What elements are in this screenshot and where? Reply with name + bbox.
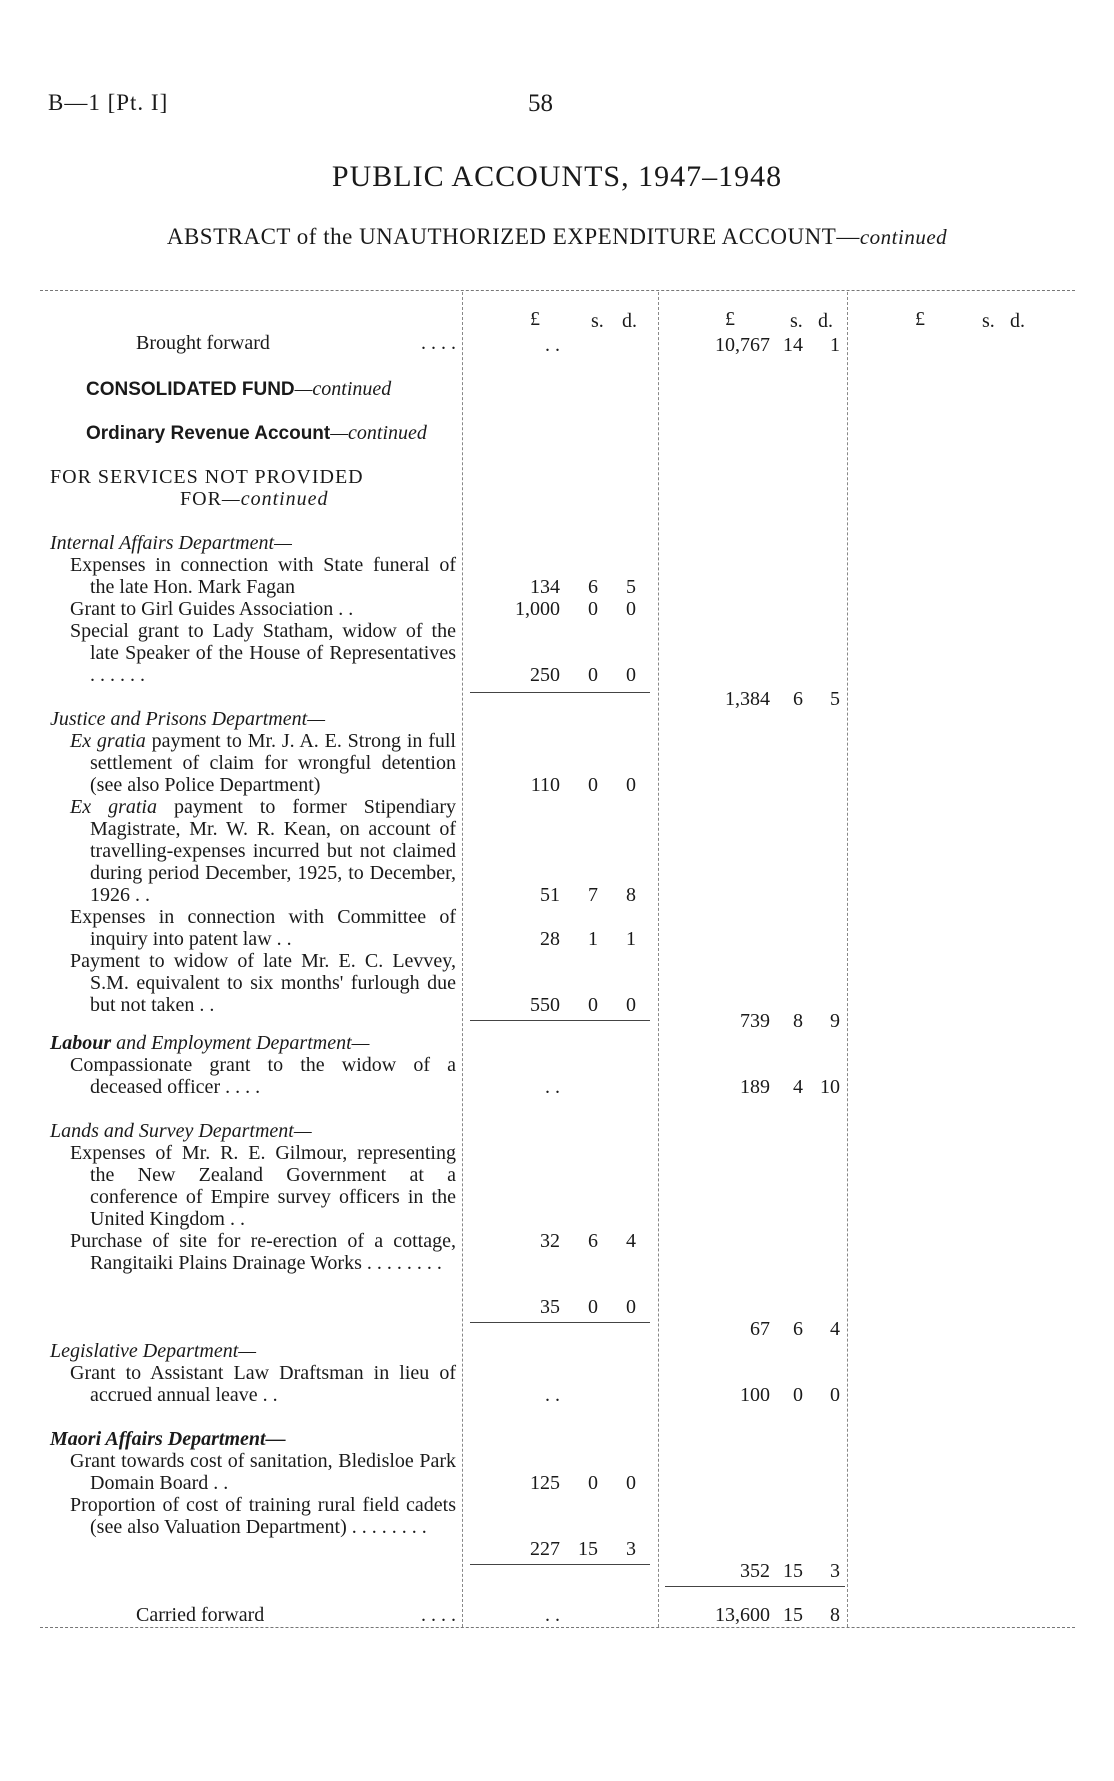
justice-subtotal-rule bbox=[470, 1020, 650, 1021]
justice-total-pence: 9 bbox=[830, 1010, 840, 1032]
justice-item-3: Expenses in connection with Committee of inquiry into patent law . . bbox=[70, 906, 456, 950]
lands-item-1-shillings: 6 bbox=[588, 1230, 598, 1252]
internal-total-pounds: 1,384 bbox=[725, 688, 770, 710]
justice-item-4: Payment to widow of late Mr. E. C. Levvey, S.M. equivalent to six months' furlough due but not taken . . bbox=[70, 950, 456, 1016]
maori-item-2-pence: 3 bbox=[626, 1538, 636, 1560]
maori-item-1-pence: 0 bbox=[626, 1472, 636, 1494]
maori-total-shillings: 15 bbox=[783, 1560, 803, 1582]
justice-heading: Justice and Prisons Department— bbox=[50, 708, 325, 730]
col1-pound-header: £ bbox=[530, 308, 540, 330]
legislative-total-shillings: 0 bbox=[793, 1384, 803, 1406]
services-line2: FOR bbox=[180, 488, 222, 510]
col3-pound-header: £ bbox=[915, 308, 925, 330]
lands-heading: Lands and Survey Department— bbox=[50, 1120, 312, 1142]
justice-item-2-pence: 8 bbox=[626, 884, 636, 906]
brought-forward-pence: 1 bbox=[830, 334, 840, 356]
justice-item-4-shillings: 0 bbox=[588, 994, 598, 1016]
lands-item-1-pence: 4 bbox=[626, 1230, 636, 1252]
maori-section bbox=[50, 1428, 456, 1538]
services-continued: —continued bbox=[221, 488, 329, 510]
brought-forward-leader: . . . . bbox=[421, 332, 456, 354]
lands-total-shillings: 6 bbox=[793, 1318, 803, 1340]
maori-heading: Maori Affairs Department— bbox=[50, 1428, 286, 1450]
col3-shilling-header: s. bbox=[982, 310, 995, 332]
justice-item-1 bbox=[50, 730, 456, 796]
maori-subtotal-rule bbox=[470, 1564, 650, 1565]
internal-item-2-pounds: 1,000 bbox=[515, 598, 560, 620]
lands-item-1: Expenses of Mr. R. E. Gilmour, representing the New Zealand Government at a conference of Empire survey officers in the United Kingdom . . bbox=[70, 1142, 456, 1230]
table-top-rule bbox=[40, 290, 1075, 291]
col1-pence-header: d. bbox=[622, 310, 637, 332]
internal-item-3-pence: 0 bbox=[626, 664, 636, 686]
internal-item-3-pounds: 250 bbox=[530, 664, 560, 686]
justice-section bbox=[50, 708, 456, 1016]
carried-forward-label bbox=[50, 1604, 456, 1626]
page-number: 58 bbox=[528, 90, 553, 117]
justice-total-shillings: 8 bbox=[793, 1010, 803, 1032]
labour-heading bbox=[50, 1032, 456, 1054]
labour-item-1-col1: . . bbox=[545, 1076, 560, 1098]
lands-item-2: Purchase of site for re-erection of a cottage, Rangitaiki Plains Drainage Works . . . . . . . . bbox=[70, 1230, 456, 1274]
brought-forward-text: Brought forward bbox=[136, 332, 270, 354]
justice-item-3-pence: 1 bbox=[626, 928, 636, 950]
legislative-section bbox=[50, 1340, 456, 1406]
maori-item-1: Grant towards cost of sanitation, Bledisloe Park Domain Board . . bbox=[70, 1450, 456, 1494]
labour-total-shillings: 4 bbox=[793, 1076, 803, 1098]
legislative-heading: Legislative Department— bbox=[50, 1340, 257, 1362]
col2-pence-header: d. bbox=[818, 310, 833, 332]
subtitle-main: ABSTRACT of the UNAUTHORIZED EXPENDITURE ACCOUNT— bbox=[166, 224, 860, 249]
services-line1: FOR SERVICES NOT PROVIDED bbox=[50, 466, 364, 488]
col2-shilling-header: s. bbox=[790, 310, 803, 332]
lands-item-2-pence: 0 bbox=[626, 1296, 636, 1318]
justice-item-1-pence: 0 bbox=[626, 774, 636, 796]
internal-item-2-shillings: 0 bbox=[588, 598, 598, 620]
carried-forward-col1: . . bbox=[545, 1604, 560, 1626]
document-code: B—1 [Pt. I] bbox=[48, 90, 169, 115]
table-bottom-rule bbox=[40, 1627, 1075, 1628]
maori-item-1-pounds: 125 bbox=[530, 1472, 560, 1494]
maori-item-2-pounds: 227 bbox=[530, 1538, 560, 1560]
justice-item-4-pence: 0 bbox=[626, 994, 636, 1016]
internal-item-1-pounds: 134 bbox=[530, 576, 560, 598]
internal-affairs-section bbox=[50, 532, 456, 686]
internal-item-3: Special grant to Lady Statham, widow of the late Speaker of the House of Representatives . . . . . . bbox=[70, 620, 456, 686]
lands-item-1-pounds: 32 bbox=[540, 1230, 560, 1252]
lands-item-2-pounds: 35 bbox=[540, 1296, 560, 1318]
maori-item-2-shillings: 15 bbox=[578, 1538, 598, 1560]
labour-heading-rest: and Employment Department— bbox=[111, 1032, 370, 1054]
maori-total-pence: 3 bbox=[830, 1560, 840, 1582]
justice-item-2-pounds: 51 bbox=[540, 884, 560, 906]
labour-item-1: Compassionate grant to the widow of a deceased officer . . . . bbox=[70, 1054, 456, 1098]
carried-forward-rule bbox=[665, 1586, 845, 1587]
account-name: Ordinary Revenue Account bbox=[86, 423, 331, 444]
labour-total-pounds: 189 bbox=[740, 1076, 770, 1098]
internal-affairs-heading: Internal Affairs Department— bbox=[50, 532, 292, 554]
carried-forward-shillings: 15 bbox=[783, 1604, 803, 1626]
legislative-total-pence: 0 bbox=[830, 1384, 840, 1406]
justice-item-1-pounds: 110 bbox=[530, 774, 560, 796]
legislative-item-1: Grant to Assistant Law Draftsman in lieu of accrued annual leave . . bbox=[70, 1362, 456, 1406]
lands-total-pence: 4 bbox=[830, 1318, 840, 1340]
page-title: PUBLIC ACCOUNTS, 1947–1948 bbox=[331, 160, 783, 193]
internal-item-2-pence: 0 bbox=[626, 598, 636, 620]
column-divider-1 bbox=[462, 292, 463, 1627]
internal-item-3-shillings: 0 bbox=[588, 664, 598, 686]
internal-item-1: Expenses in connection with State funeral of the late Hon. Mark Fagan bbox=[70, 554, 456, 598]
justice-item-2-shillings: 7 bbox=[588, 884, 598, 906]
column-divider-3 bbox=[847, 292, 848, 1627]
internal-total-shillings: 6 bbox=[793, 688, 803, 710]
lands-total-pounds: 67 bbox=[750, 1318, 770, 1340]
lands-section bbox=[50, 1120, 456, 1274]
internal-item-1-shillings: 6 bbox=[588, 576, 598, 598]
legislative-total-pounds: 100 bbox=[740, 1384, 770, 1406]
fund-continued: —continued bbox=[294, 378, 392, 400]
justice-item-3-shillings: 1 bbox=[588, 928, 598, 950]
col1-shilling-header: s. bbox=[591, 310, 604, 332]
brought-forward-pounds: 10,767 bbox=[715, 334, 770, 356]
lands-item-2-shillings: 0 bbox=[588, 1296, 598, 1318]
carried-forward-leader: . . . . bbox=[421, 1604, 456, 1626]
fund-heading bbox=[86, 378, 492, 401]
carried-forward-pence: 8 bbox=[830, 1604, 840, 1626]
justice-item-1-latin: Ex gratia bbox=[70, 730, 146, 752]
fund-name: CONSOLIDATED FUND bbox=[86, 379, 295, 400]
justice-item-1-shillings: 0 bbox=[588, 774, 598, 796]
account-heading bbox=[86, 422, 492, 445]
labour-total-pence: 10 bbox=[820, 1076, 840, 1098]
brought-forward-shillings: 14 bbox=[783, 334, 803, 356]
justice-item-4-pounds: 550 bbox=[530, 994, 560, 1016]
page-subtitle bbox=[0, 224, 1114, 250]
col3-pence-header: d. bbox=[1010, 310, 1025, 332]
subtitle-continued: continued bbox=[859, 225, 948, 249]
labour-section bbox=[50, 1032, 456, 1098]
maori-item-1-shillings: 0 bbox=[588, 1472, 598, 1494]
brought-forward-label bbox=[50, 332, 456, 354]
column-divider-2 bbox=[658, 292, 659, 1627]
internal-item-2: Grant to Girl Guides Association . . bbox=[70, 598, 354, 620]
internal-total-pence: 5 bbox=[830, 688, 840, 710]
labour-heading-bold: Labour bbox=[50, 1032, 112, 1054]
justice-item-1-text: payment to Mr. J. A. E. Strong in full settlement of claim for wrongful detention (see also Police Department) bbox=[90, 730, 456, 796]
justice-item-3-pounds: 28 bbox=[540, 928, 560, 950]
internal-item-1-pence: 5 bbox=[626, 576, 636, 598]
justice-item-2-latin: Ex gratia bbox=[70, 796, 157, 818]
services-line2-wrap bbox=[50, 488, 456, 510]
legislative-item-1-col1: . . bbox=[545, 1384, 560, 1406]
internal-subtotal-rule bbox=[470, 692, 650, 693]
carried-forward-pounds: 13,600 bbox=[715, 1604, 770, 1626]
maori-total-pounds: 352 bbox=[740, 1560, 770, 1582]
justice-item-2 bbox=[50, 796, 456, 906]
brought-forward-col1: . . bbox=[545, 334, 560, 356]
justice-total-pounds: 739 bbox=[740, 1010, 770, 1032]
carried-forward-text: Carried forward bbox=[136, 1604, 265, 1626]
col2-pound-header: £ bbox=[725, 308, 735, 330]
justice-item-2-text: payment to former Stipendiary Magistrate, Mr. W. R. Kean, on account of travelling-expenses incurred but not claimed during period December, 1925, to December, 1926 . . bbox=[90, 796, 456, 906]
maori-item-2: Proportion of cost of training rural field cadets (see also Valuation Department) . . . . . . . . bbox=[70, 1494, 456, 1538]
services-heading bbox=[50, 466, 456, 510]
account-continued: —continued bbox=[330, 422, 427, 444]
lands-subtotal-rule bbox=[470, 1322, 650, 1323]
